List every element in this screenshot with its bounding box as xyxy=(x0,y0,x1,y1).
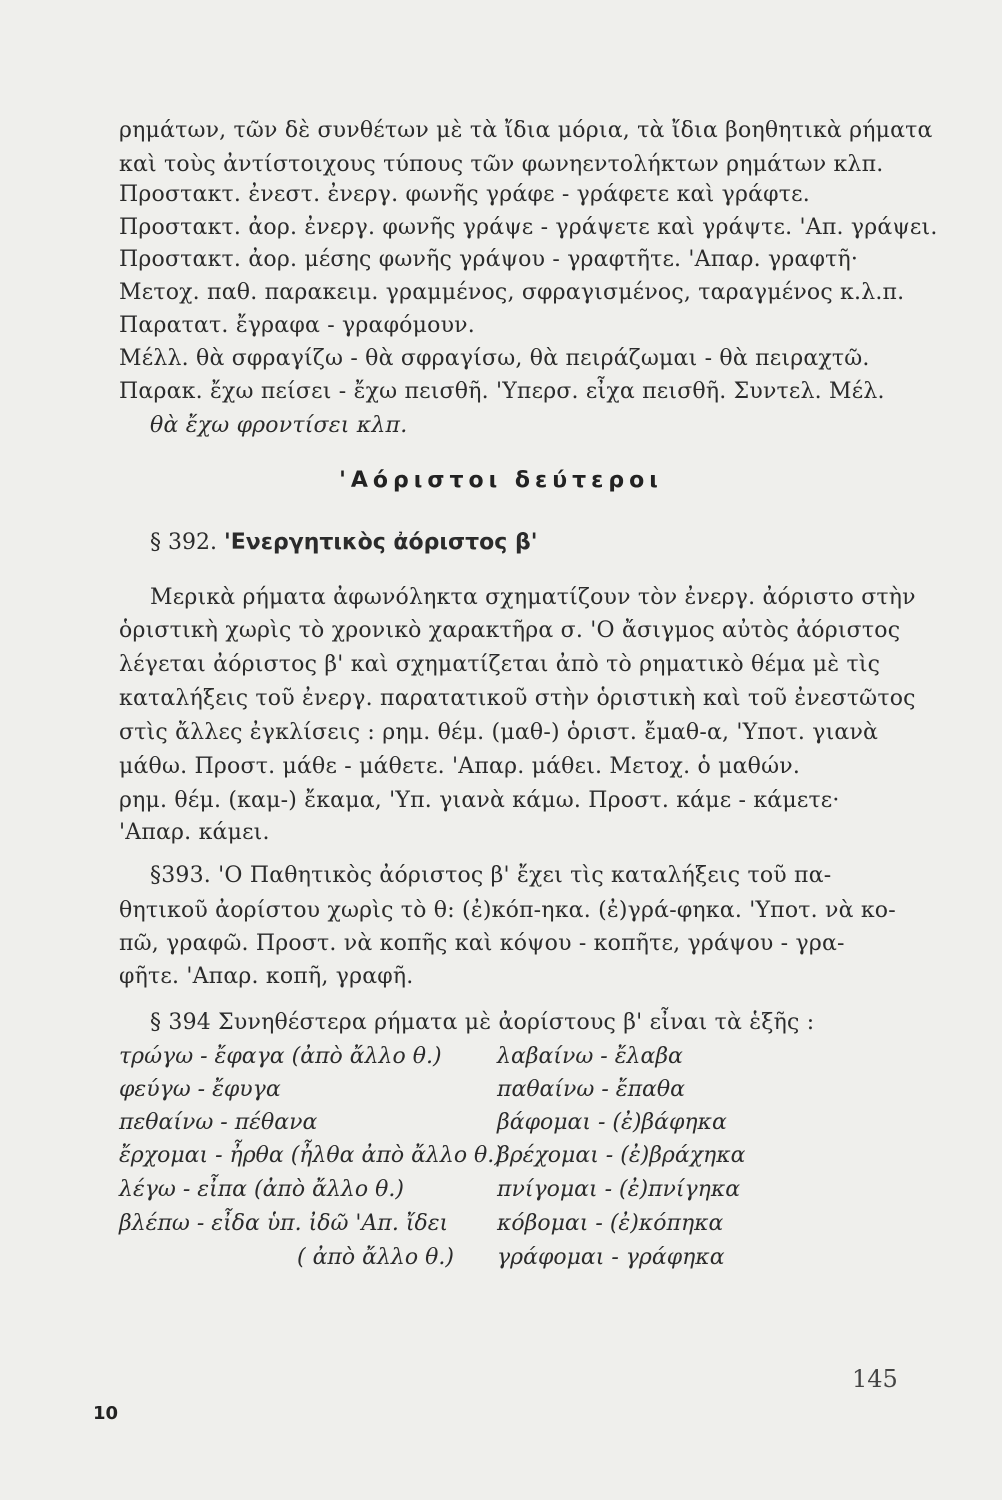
text-line: Μετοχ. παθ. παρακειμ. γραμμένος, σφραγισμένος, ταραγμένος κ.λ.π. xyxy=(119,280,905,305)
verb-left: τρώγω - ἔφαγα (ἀπὸ ἄλλο θ.) xyxy=(119,1044,442,1069)
text-line: πῶ, γραφῶ. Προστ. νὰ κοπῆς καὶ κόψου - κοπῆτε, γράψου - γρα- xyxy=(119,931,845,956)
verb-left: πεθαίνω - πέθανα xyxy=(119,1110,318,1135)
text-line: καταλήξεις τοῦ ἐνεργ. παρατατικοῦ στὴν ὁριστικὴ καὶ τοῦ ἐνεστῶτος xyxy=(119,686,916,711)
verb-right: πνίγομαι - (ἐ)πνίγηκα xyxy=(497,1177,741,1202)
text-line: Προστακτ. ἀορ. ἐνεργ. φωνῆς γράψε - γράψετε καὶ γράψτε. 'Απ. γράψει. xyxy=(119,215,938,240)
text-line: ρημ. θέμ. (καμ-) ἔκαμα, 'Υπ. γιανὰ κάμω. Προστ. κάμε - κάμετε· xyxy=(119,788,840,813)
section-number: § 392. xyxy=(150,530,217,555)
section-title-text: 'Ενεργητικὸς ἀόριστος β' xyxy=(223,530,538,555)
text-line: θὰ ἔχω φροντίσει κλπ. xyxy=(150,413,408,438)
verb-left: φεύγω - ἔφυγα xyxy=(119,1077,281,1102)
text-line: Προστακτ. ἐνεστ. ἐνεργ. φωνῆς γράφε - γράφετε καὶ γράφτε. xyxy=(119,182,810,207)
verb-right: γράφομαι - γράφηκα xyxy=(497,1245,725,1270)
section-392-title xyxy=(150,530,537,555)
chapter-heading: 'Αόριστοι δεύτεροι xyxy=(339,468,663,493)
text-line: λέγεται ἀόριστος β' καὶ σχηματίζεται ἀπὸ τὸ ρηματικὸ θέμα μὲ τὶς xyxy=(119,652,881,677)
text-line: 'Απαρ. κάμει. xyxy=(119,820,270,845)
verb-left: βλέπω - εἶδα ὑπ. ἰδῶ 'Απ. ἴδει xyxy=(119,1211,449,1236)
text-line: ρημάτων, τῶν δὲ συνθέτων μὲ τὰ ἴδια μόρια, τὰ ἴδια βοηθητικὰ ρήματα xyxy=(119,118,933,143)
text-line: ὁριστικὴ χωρὶς τὸ χρονικὸ χαρακτῆρα σ. 'Ο ἄσιγμος αὐτὸς ἀόριστος xyxy=(119,618,901,643)
text-line: § 394 Συνηθέστερα ρήματα μὲ ἀορίστους β' εἶναι τὰ ἑξῆς : xyxy=(150,1010,815,1035)
signature-mark: 10 xyxy=(93,1403,119,1424)
text-line: μάθω. Προστ. μάθε - μάθετε. 'Απαρ. μάθει. Μετοχ. ὁ μαθών. xyxy=(119,754,801,779)
page-number: 145 xyxy=(852,1365,898,1393)
text-line: Παρακ. ἔχω πείσει - ἔχω πεισθῆ. 'Υπερσ. εἶχα πεισθῆ. Συντελ. Μέλ. xyxy=(119,379,885,404)
text-line: στὶς ἄλλες ἐγκλίσεις : ρημ. θέμ. (μαθ-) ὁριστ. ἔμαθ-α, 'Υποτ. γιανὰ xyxy=(119,720,879,745)
text-line: Παρατατ. ἔγραφα - γραφόμουν. xyxy=(119,313,475,338)
text-line: θητικοῦ ἀορίστου χωρὶς τὸ θ: (ἐ)κόπ-ηκα. (ἐ)γρά-φηκα. 'Υποτ. νὰ κο- xyxy=(119,898,896,923)
verb-left: ἔρχομαι - ἦρθα (ἦλθα ἀπὸ ἄλλο θ.) xyxy=(119,1143,503,1168)
text-line: Μέλλ. θὰ σφραγίζω - θὰ σφραγίσω, θὰ πειράζωμαι - θὰ πειραχτῶ. xyxy=(119,346,870,371)
text-line: καὶ τοὺς ἀντίστοιχους τύπους τῶν φωνηεντολήκτων ρημάτων κλπ. xyxy=(119,152,884,177)
verb-right: βάφομαι - (ἐ)βάφηκα xyxy=(497,1110,727,1135)
verb-right: κόβομαι - (ἐ)κόπηκα xyxy=(497,1211,724,1236)
text-line: φῆτε. 'Απαρ. κοπῆ, γραφῆ. xyxy=(119,964,414,989)
verb-right: λαβαίνω - ἔλαβα xyxy=(497,1044,683,1069)
verb-right: βρέχομαι - (ἐ)βράχηκα xyxy=(497,1143,746,1168)
text-line: Μερικὰ ρήματα ἀφωνόληκτα σχηματίζουν τὸν ἐνεργ. ἀόριστο στὴν xyxy=(150,585,916,610)
text-line: Προστακτ. ἀορ. μέσης φωνῆς γράψου - γραφτῆτε. 'Απαρ. γραφτῆ· xyxy=(119,247,859,272)
verb-right: παθαίνω - ἔπαθα xyxy=(497,1077,685,1102)
verb-left: ( ἀπὸ ἄλλο θ.) xyxy=(297,1245,454,1270)
text-line: §393. 'Ο Παθητικὸς ἀόριστος β' ἔχει τὶς καταλήξεις τοῦ πα- xyxy=(150,863,832,888)
verb-left: λέγω - εἶπα (ἀπὸ ἄλλο θ.) xyxy=(119,1177,404,1202)
